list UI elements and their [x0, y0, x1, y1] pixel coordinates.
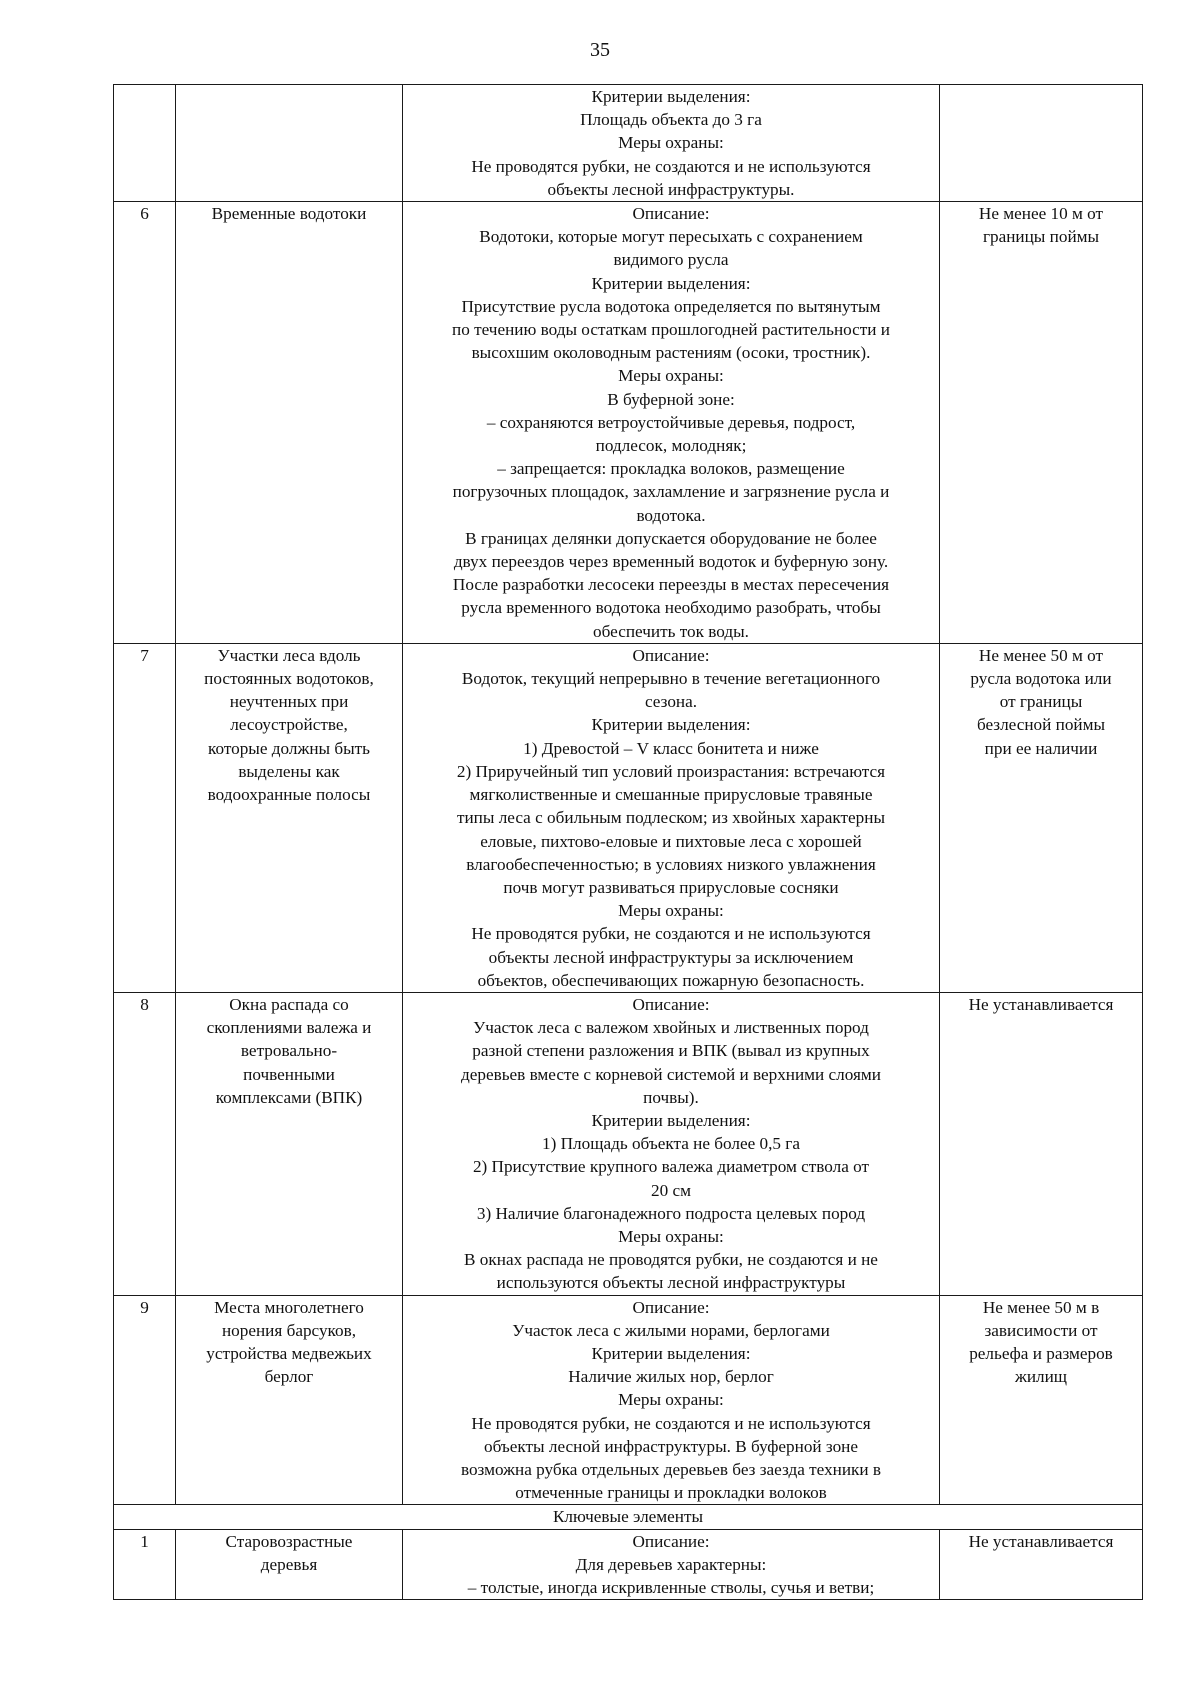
text-line: водотока. [636, 505, 706, 525]
cell-name [176, 85, 403, 202]
table-row [114, 992, 1143, 1295]
cell-num: 6 [114, 202, 176, 644]
cell-description [403, 85, 940, 202]
text-line: Критерии выделения: [591, 1110, 751, 1130]
text-line: – сохраняются ветроустойчивые деревья, подрост, [486, 412, 856, 432]
cell-description [403, 992, 940, 1295]
text-line: высохшим околоводным растениям (осоки, тростник). [471, 343, 871, 363]
cell-name [176, 992, 403, 1295]
text-line: Водотоки, которые могут пересыхать с сохранением [479, 227, 863, 247]
text-line: устройства медвежьих [206, 1343, 372, 1363]
text-line: 3) Наличие благонадежного подроста целевых пород [476, 1203, 866, 1223]
cell-buffer [940, 202, 1143, 644]
text-line: объекты лесной инфраструктуры за исключением [488, 947, 854, 967]
text-line: Старовозрастные [225, 1531, 353, 1551]
text-line: разной степени разложения и ВПК (вывал из крупных [472, 1041, 870, 1061]
text-line: выделены как [238, 761, 340, 781]
text-line: Описание: [632, 204, 710, 224]
cell-name [176, 1295, 403, 1505]
text-line: Места многолетнего [214, 1297, 364, 1317]
table-row [114, 643, 1143, 992]
text-line: жилищ [1014, 1367, 1068, 1387]
table-body [114, 85, 1143, 1600]
text-line: В границах делянки допускается оборудование не более [465, 528, 877, 548]
text-line: русла водотока или [970, 669, 1112, 689]
text-line: Меры охраны: [618, 366, 724, 386]
text-line: безлесной поймы [976, 715, 1106, 735]
text-line: возможна рубка отдельных деревьев без заезда техники в [460, 1459, 882, 1479]
text-line: сезона. [644, 692, 698, 712]
section-header: Ключевые элементы [114, 1505, 1143, 1529]
text-line: объекты лесной инфраструктуры. [547, 179, 795, 199]
text-line: Описание: [632, 645, 710, 665]
text-line: 2) Приручейный тип условий произрастания: встречаются [456, 761, 886, 781]
text-line: Не проводятся рубки, не создаются и не используются [471, 924, 871, 944]
text-line: объектов, обеспечивающих пожарную безопасность. [477, 970, 865, 990]
text-line: Не менее 50 м от [978, 645, 1104, 665]
text-line: Не устанавливается [968, 1531, 1114, 1551]
text-line: Водоток, текущий непрерывно в течение вегетационного [461, 669, 881, 689]
text-line: Меры охраны: [618, 901, 724, 921]
text-line: 1) Древостой – V класс бонитета и ниже [523, 738, 819, 758]
text-line: неучтенных при [229, 692, 349, 712]
text-line: Меры охраны: [618, 133, 724, 153]
text-line: почвы). [643, 1087, 699, 1107]
text-line: После разработки лесосеки переезды в местах пересечения [452, 575, 890, 595]
cell-num: 9 [114, 1295, 176, 1505]
cell-buffer [940, 85, 1143, 202]
table-row [114, 1295, 1143, 1505]
cell-name [176, 643, 403, 992]
text-line: Временные водотоки [211, 204, 367, 224]
cell-description [403, 643, 940, 992]
text-line: от границы [999, 692, 1083, 712]
section-header-row [114, 1505, 1143, 1529]
text-line: которые должны быть [207, 738, 371, 758]
text-line: влагообеспеченностью; в условиях низкого увлажнения [466, 854, 876, 874]
cell-description [403, 1529, 940, 1600]
text-line: Площадь объекта до 3 га [580, 110, 762, 130]
text-line: комплексами (ВПК) [215, 1087, 363, 1107]
text-line: двух переездов через временный водоток и буферную зону. [453, 552, 889, 572]
page-number: 35 [590, 39, 610, 61]
cell-description [403, 202, 940, 644]
text-line: водоохранные полосы [207, 785, 371, 805]
text-line: 2) Присутствие крупного валежа диаметром ствола от [472, 1157, 870, 1177]
text-line: Не менее 10 м от [978, 204, 1104, 224]
text-line: – запрещается: прокладка волоков, размещение [497, 459, 845, 479]
text-line: почв могут развиваться прирусловые сосняки [503, 877, 839, 897]
text-line: 20 см [651, 1180, 691, 1200]
text-line: почвенными [243, 1064, 335, 1084]
text-line: ветровально- [240, 1041, 338, 1061]
text-line: Не менее 50 м в [982, 1297, 1100, 1317]
text-line: В окнах распада не проводятся рубки, не создаются и не [464, 1250, 878, 1270]
text-line: границы поймы [982, 227, 1100, 247]
text-line: 1) Площадь объекта не более 0,5 га [542, 1134, 800, 1154]
table-row [114, 1529, 1143, 1600]
text-line: рельефа и размеров [969, 1343, 1113, 1363]
text-line: Участок леса с валежом хвойных и лиственных пород [473, 1018, 869, 1038]
text-line: Для деревьев характерны: [575, 1554, 767, 1574]
text-line: Описание: [632, 994, 710, 1014]
text-line: Меры охраны: [618, 1390, 724, 1410]
text-line: берлог [264, 1367, 314, 1387]
text-line: видимого русла [613, 250, 729, 270]
text-line: обеспечить ток воды. [593, 621, 749, 641]
text-line: Окна распада со [229, 994, 349, 1014]
text-line: зависимости от [984, 1320, 1098, 1340]
cell-buffer [940, 992, 1143, 1295]
text-line: объекты лесной инфраструктуры. В буферной зоне [483, 1436, 859, 1456]
text-line: Критерии выделения: [591, 1343, 751, 1363]
cell-num: 8 [114, 992, 176, 1295]
text-line: отмеченные границы и прокладки волоков [515, 1483, 827, 1503]
cell-description [403, 1295, 940, 1505]
text-line: подлесок, молодняк; [595, 436, 747, 456]
text-line: Не проводятся рубки, не создаются и не используются [471, 156, 871, 176]
text-line: скоплениями валежа и [206, 1018, 372, 1038]
text-line: лесоустройстве, [230, 715, 348, 735]
text-line: норения барсуков, [221, 1320, 357, 1340]
cell-num: 1 [114, 1529, 176, 1600]
text-line: деревья [260, 1554, 318, 1574]
text-line: Критерии выделения: [591, 273, 751, 293]
text-line: – толстые, иногда искривленные стволы, сучья и ветви; [467, 1578, 875, 1597]
cell-buffer [940, 1295, 1143, 1505]
text-line: еловые, пихтово-еловые и пихтовые леса с хорошей [480, 831, 862, 851]
text-line: В буферной зоне: [607, 389, 735, 409]
cell-name [176, 1529, 403, 1600]
text-line: Критерии выделения: [591, 87, 751, 106]
text-line: Меры охраны: [618, 1226, 724, 1246]
text-line: русла временного водотока необходимо разобрать, чтобы [461, 598, 881, 618]
text-line: Не устанавливается [968, 994, 1114, 1014]
text-line: при ее наличии [984, 738, 1098, 758]
text-line: Описание: [632, 1297, 710, 1317]
text-line: деревьев вместе с корневой системой и верхними слоями [460, 1064, 882, 1084]
text-line: Участки леса вдоль [217, 645, 361, 665]
text-line: Присутствие русла водотока определяется по вытянутым [461, 296, 881, 316]
cell-buffer [940, 643, 1143, 992]
text-line: по течению воды остаткам прошлогодней растительности и [452, 320, 890, 340]
table-row-continued [114, 85, 1143, 202]
text-line: Наличие жилых нор, берлог [568, 1367, 774, 1387]
text-line: Участок леса с жилыми норами, берлогами [512, 1320, 830, 1340]
cell-name [176, 202, 403, 644]
text-line: Описание: [632, 1531, 710, 1551]
cell-num: 7 [114, 643, 176, 992]
text-line: типы леса с обильным подлеском; из хвойных характерны [456, 808, 886, 828]
cell-num [114, 85, 176, 202]
text-line: используются объекты лесной инфраструктуры [496, 1273, 846, 1293]
protection-table [113, 84, 1143, 1600]
text-line: Критерии выделения: [591, 715, 751, 735]
text-line: мягколиственные и смешанные прирусловые травяные [469, 785, 873, 805]
table-row [114, 202, 1143, 644]
text-line: погрузочных площадок, захламление и загрязнение русла и [452, 482, 890, 502]
cell-buffer [940, 1529, 1143, 1600]
text-line: постоянных водотоков, [204, 669, 374, 689]
text-line: Не проводятся рубки, не создаются и не используются [471, 1413, 871, 1433]
